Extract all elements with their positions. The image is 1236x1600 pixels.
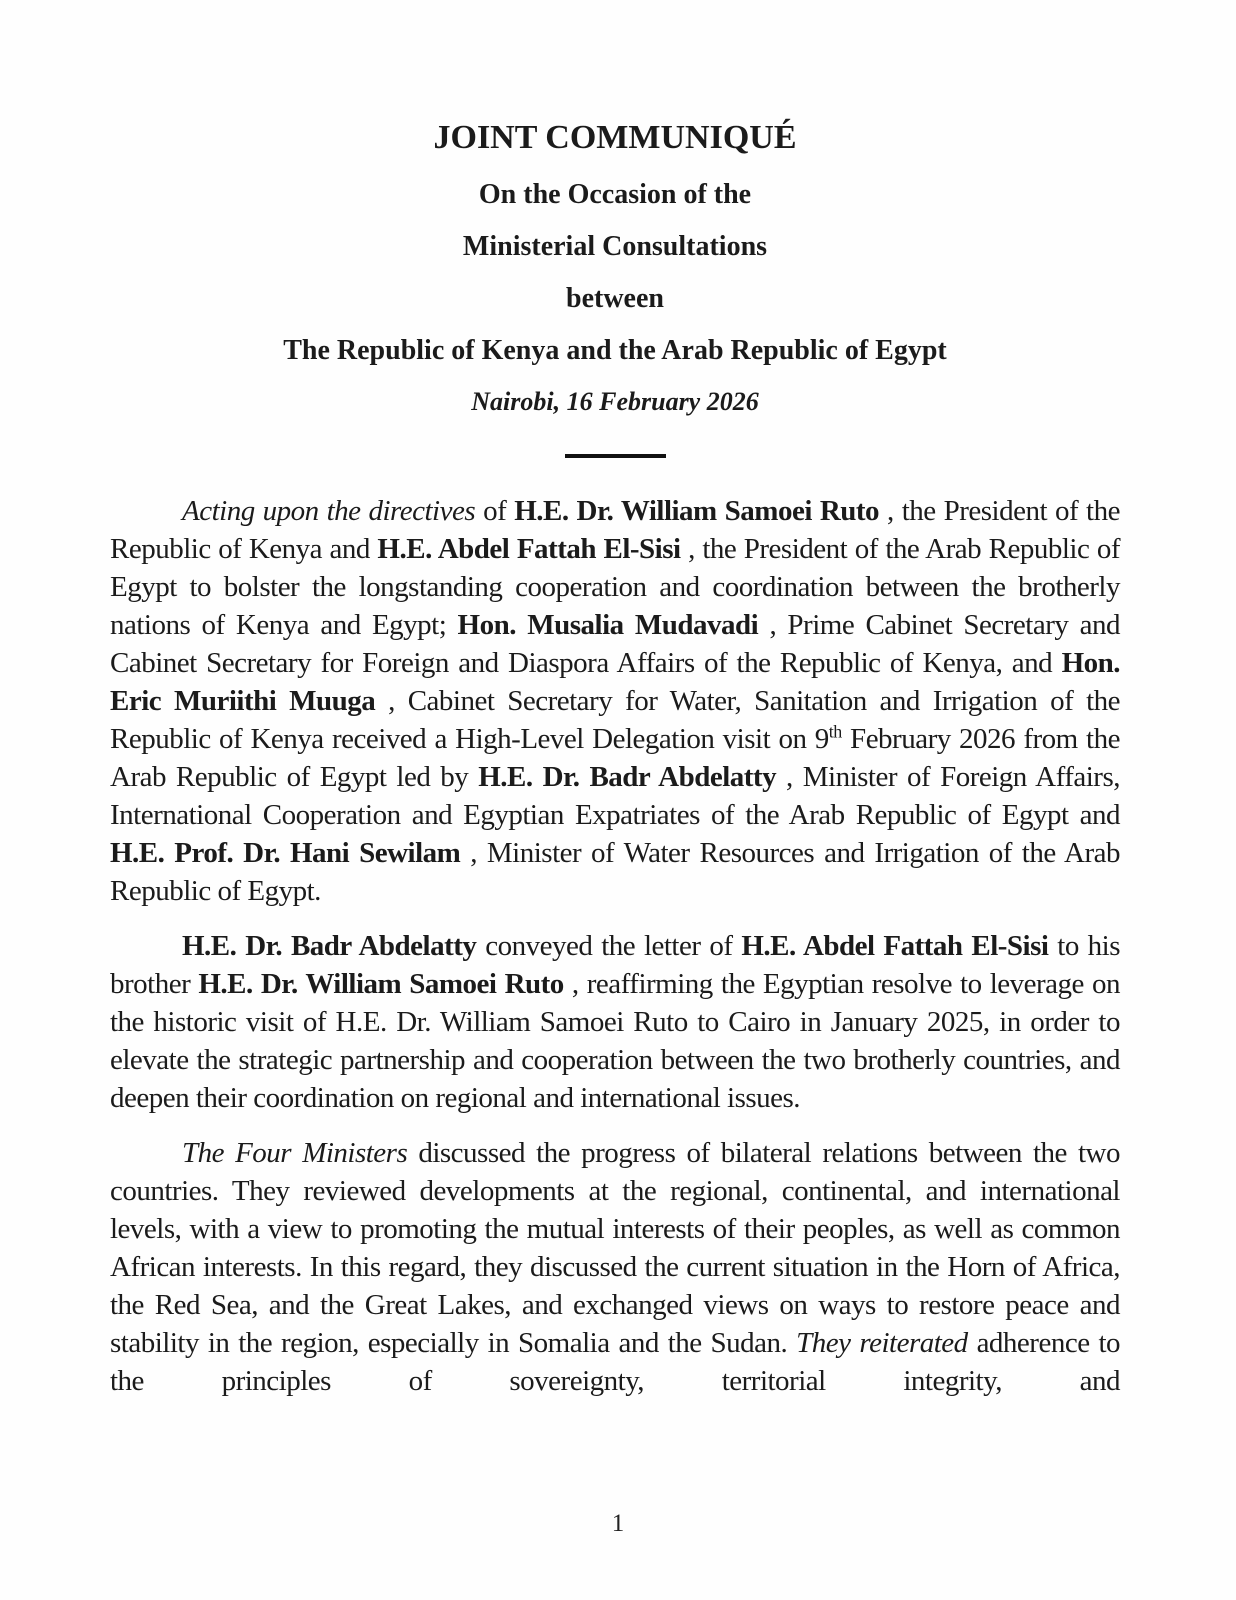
text-run: , reaffirming the Egyptian resolve to leverage on the historic visit of H.E. Dr. William Samoei Ruto to Cairo in January 2025, in order to elevate the strategic partnership and cooperation between the two brotherly countries, and deepen their coordination on regional and international issues.	[110, 968, 1120, 1114]
subtitle-line-3: between	[566, 283, 664, 314]
text-run: , the President of the Arab Republic of Egypt to bolster the longstanding cooperation and coordination between the brotherly nations of Kenya and Egypt;	[110, 533, 1121, 641]
text-run: adherence to the principles of sovereignty, territorial integrity, and	[110, 1327, 1121, 1397]
text-run: , Prime Cabinet Secretary and Cabinet Secretary for Foreign and Diaspora Affairs of the Republic of Kenya, and	[110, 609, 1120, 679]
header-divider-rule	[565, 454, 666, 458]
person-name: H.E. Dr. Badr Abdelatty	[478, 761, 777, 793]
person-name: H.E. Abdel Fattah El-Sisi	[377, 533, 681, 565]
paragraph-3	[110, 1134, 1120, 1400]
person-name: H.E. Dr. William Samoei Ruto	[198, 968, 564, 1000]
page-number: 1	[611, 1510, 625, 1537]
italic-lead: Acting upon the directives	[182, 495, 476, 527]
italic-lead: They reiterated	[796, 1327, 968, 1359]
document-body	[110, 492, 1120, 1400]
subtitle-line-1: On the Occasion of the	[478, 179, 752, 210]
document-title: JOINT COMMUNIQUÉ	[433, 119, 797, 156]
text-run: discussed the progress of bilateral relations between the two countries. They reviewed developments at the regional, continental, and international levels, with a view to promoting the mutual interests of their peoples, as well as common African interests. In this regard, they discussed the current situation in the Horn of Africa, the Red Sea, and the Great Lakes, and exchanged views on ways to restore peace and stability in the region, especially in Somalia and the Sudan.	[110, 1137, 1120, 1359]
text-run: February 2026 from the Arab Republic of Egypt led by	[110, 723, 1120, 793]
person-name: H.E. Dr. William Samoei Ruto	[514, 495, 880, 527]
person-name: H.E. Prof. Dr. Hani Sewilam	[110, 837, 461, 869]
subtitle-line-4: The Republic of Kenya and the Arab Republic of Egypt	[283, 335, 947, 366]
ordinal-superscript: th	[828, 721, 842, 742]
person-name: H.E. Abdel Fattah El-Sisi	[741, 930, 1049, 962]
dateline: Nairobi, 16 February 2026	[471, 387, 759, 416]
text-run: , Minister of Foreign Affairs, International Cooperation and Egyptian Expatriates of the Arab Republic of Egypt and	[110, 761, 1120, 831]
paragraph-2	[110, 927, 1120, 1117]
text-run: of	[483, 495, 515, 527]
person-name: H.E. Dr. Badr Abdelatty	[182, 930, 477, 962]
text-run: to his brother	[110, 930, 1121, 1000]
subtitle-line-2: Ministerial Consultations	[462, 231, 768, 262]
person-name: Hon. Musalia Mudavadi	[457, 609, 759, 641]
document-header	[110, 0, 1120, 458]
text-run: , Minister of Water Resources and Irrigation of the Arab Republic of Egypt.	[110, 837, 1121, 907]
paragraph-1	[110, 492, 1120, 910]
italic-lead: The Four Ministers	[182, 1137, 408, 1169]
text-run: , the President of the Republic of Kenya and	[110, 495, 1120, 565]
text-run: conveyed the letter of	[485, 930, 742, 962]
person-name: Hon. Eric Muriithi Muuga	[110, 647, 1120, 717]
text-run: , Cabinet Secretary for Water, Sanitation and Irrigation of the Republic of Kenya received a High-Level Delegation visit on 9	[110, 685, 1120, 755]
